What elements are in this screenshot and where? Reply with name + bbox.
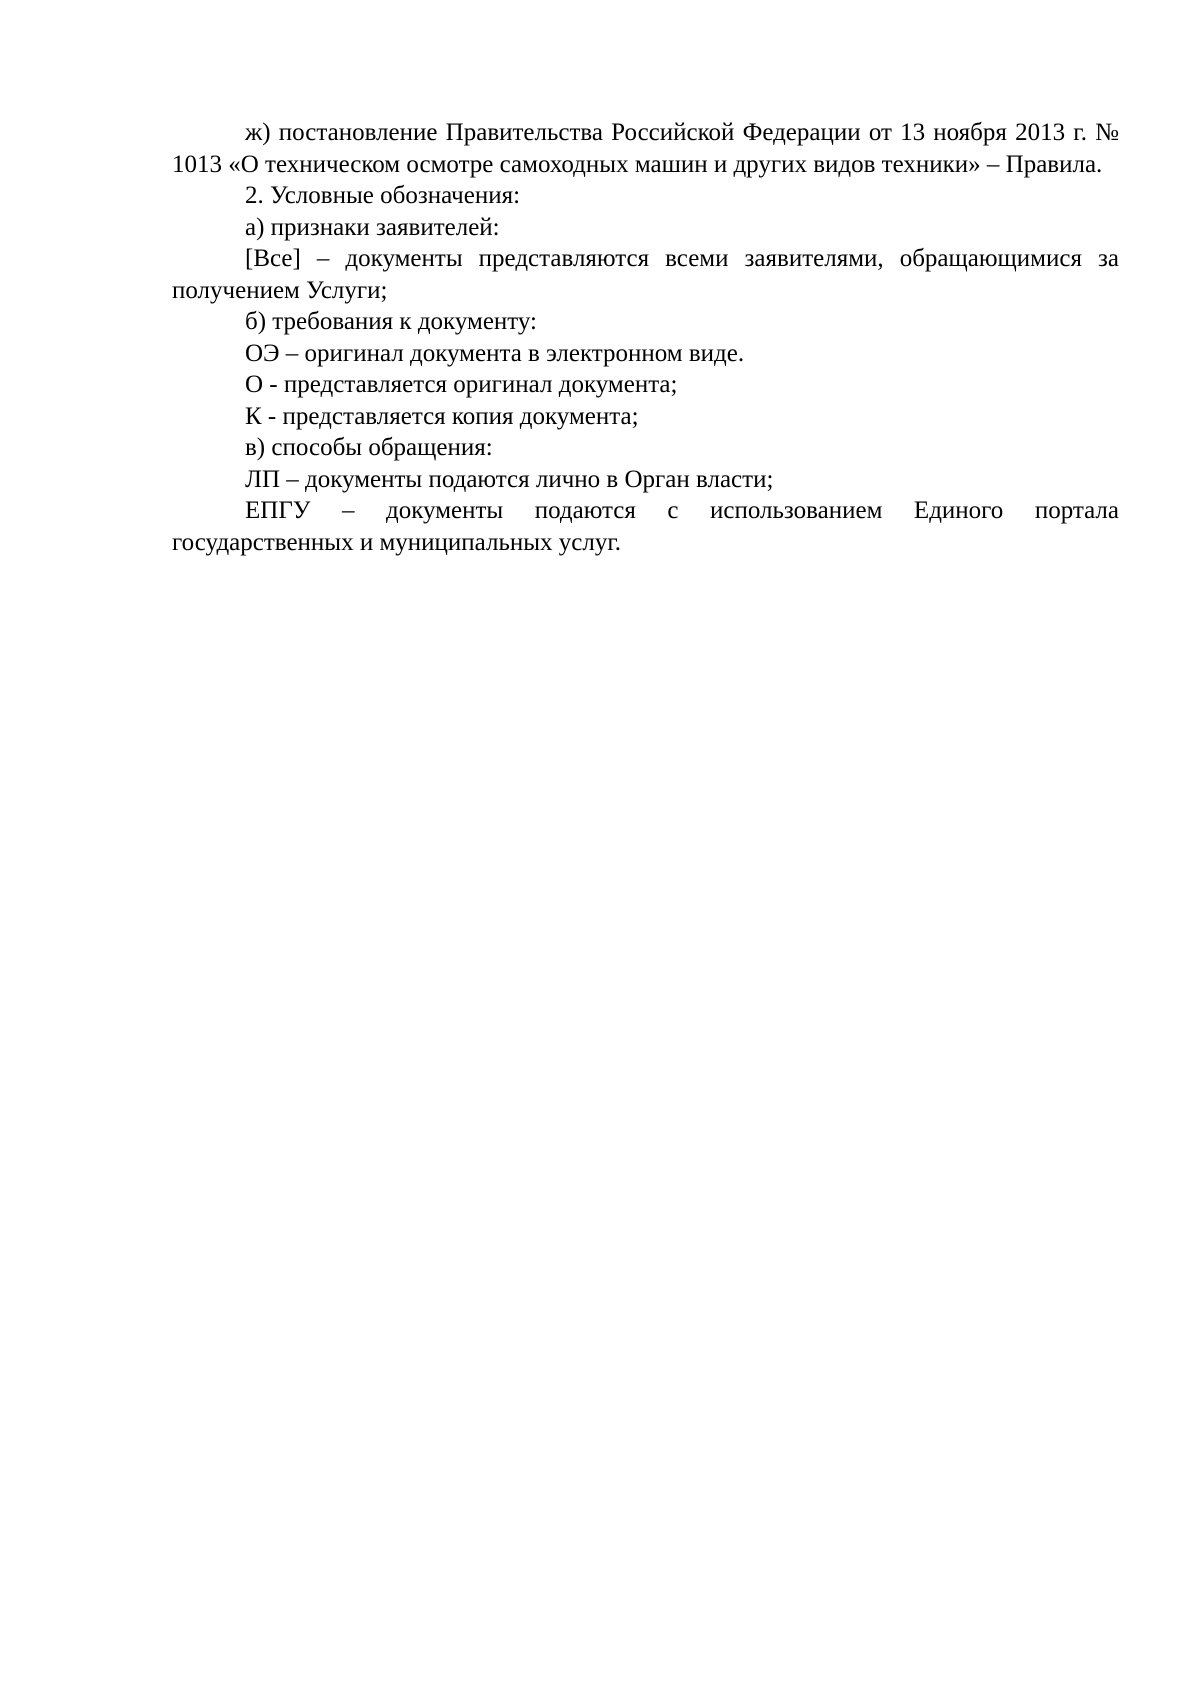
paragraph-all-applicants: [Все] – документы представляются всеми заявителями, обращающимися за получением Услуги; (172, 245, 1119, 304)
paragraph-oe-definition: ОЭ – оригинал документа в электронном виде. (245, 339, 745, 367)
paragraph-o-definition: О - представляется оригинал документа; (245, 371, 678, 398)
paragraph-regulation-zh: ж) постановление Правительства Российской Федерации от 13 ноября 2013 г. № 1013 «О техническом осмотре самоходных машин и других видов техники» – Правила. (172, 119, 1119, 178)
paragraph-epgu-definition: ЕПГУ – документы подаются с использованием Единого портала государственных и муниципальных услуг. (172, 497, 1119, 556)
document-body (172, 117, 1119, 558)
paragraph-applicant-attributes: а) признаки заявителей: (245, 213, 500, 241)
paragraph-submission-methods: в) способы обращения: (245, 434, 493, 461)
paragraph-heading-conventions: 2. Условные обозначения: (245, 182, 521, 209)
paragraph-document-requirements: б) требования к документу: (245, 308, 538, 335)
paragraph-k-definition: К - представляется копия документа; (245, 402, 639, 430)
paragraph-lp-definition: ЛП – документы подаются лично в Орган власти; (245, 465, 774, 493)
